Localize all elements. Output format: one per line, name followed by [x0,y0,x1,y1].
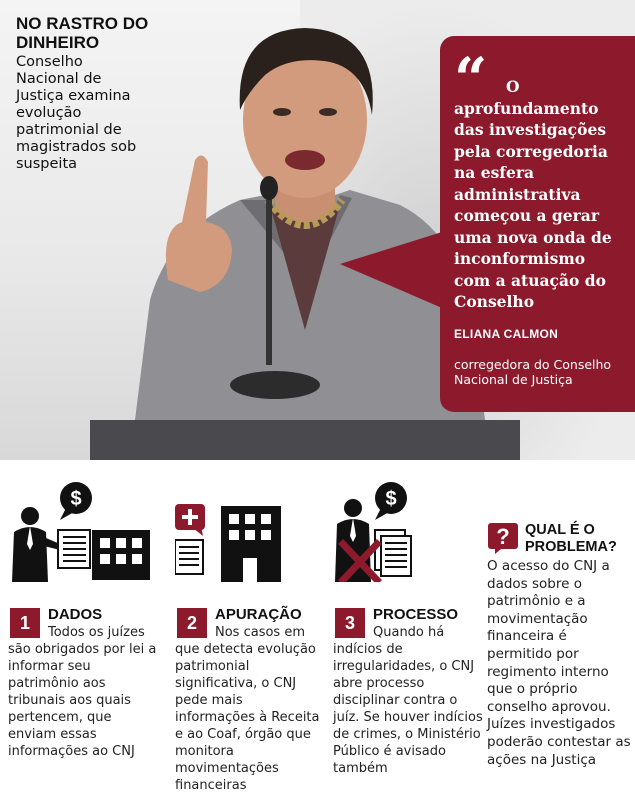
step-title: APURAÇÃO [215,606,302,623]
step-number: 1 [10,608,40,638]
step-text-body: Nos casos em que detecta evolução patrimonial significativa, o CNJ pede mais informações à Receita e ao Coaf, órgão que monitora movimentações financeiras [175,625,320,793]
svg-text:$: $ [70,488,82,510]
quote-role: corregedora do Conselho Nacional de Justiça [454,356,612,387]
quote-mark-icon: “ [454,45,488,113]
quote-author: ELIANA CALMON [454,326,559,341]
problem-text: O acesso do CNJ a dados sobre o patrimônio e a movimentação financeira é permitido por regimento interno que o próprio conselho aprovou. Juízes investigados poderão contestar as ações na Justiça [487,558,631,768]
quote-text: O aprofundamento das investigações pela corregedoria na esfera administrativa começou a gerar uma nova onda de inconformismo com a atuação do Conselho [454,77,612,311]
step-number: 3 [335,608,365,638]
quote-tail [340,232,442,308]
svg-text:$: $ [385,488,397,510]
step-text [175,624,325,794]
step-title: DADOS [48,606,103,623]
step-title: PROCESSO [373,606,459,623]
headline [16,14,166,173]
problem-title: QUAL É O PROBLEMA? [525,522,617,555]
question-icon-label: ? [496,524,510,549]
headline-deck: Conselho Nacional de Justiça examina evolução patrimonial de magistrados sob suspeita [16,54,137,172]
step-text-body: Quando há indícios de irregularidades, o CNJ abre processo disciplinar contra o juíz. Se houver indícios de crimes, o Ministério Público é avisado também [333,625,483,776]
step-text [8,624,158,760]
plus-document-building-icon [175,482,325,582]
step-text-body: Todos os juízes são obrigados por lei a informar seu patrimônio aos tribunais aos quais pertencem, que enviam essas informações ao CNJ [8,625,157,759]
step-number: 2 [177,608,207,638]
headline-kicker: NO RASTRO DO DINHEIRO [16,14,149,52]
question-icon [487,522,519,554]
quote-box [440,36,635,412]
person-dollar-document-cross-icon [333,482,483,582]
step-text [333,624,483,777]
person-document-building-dollar-icon [8,482,158,582]
